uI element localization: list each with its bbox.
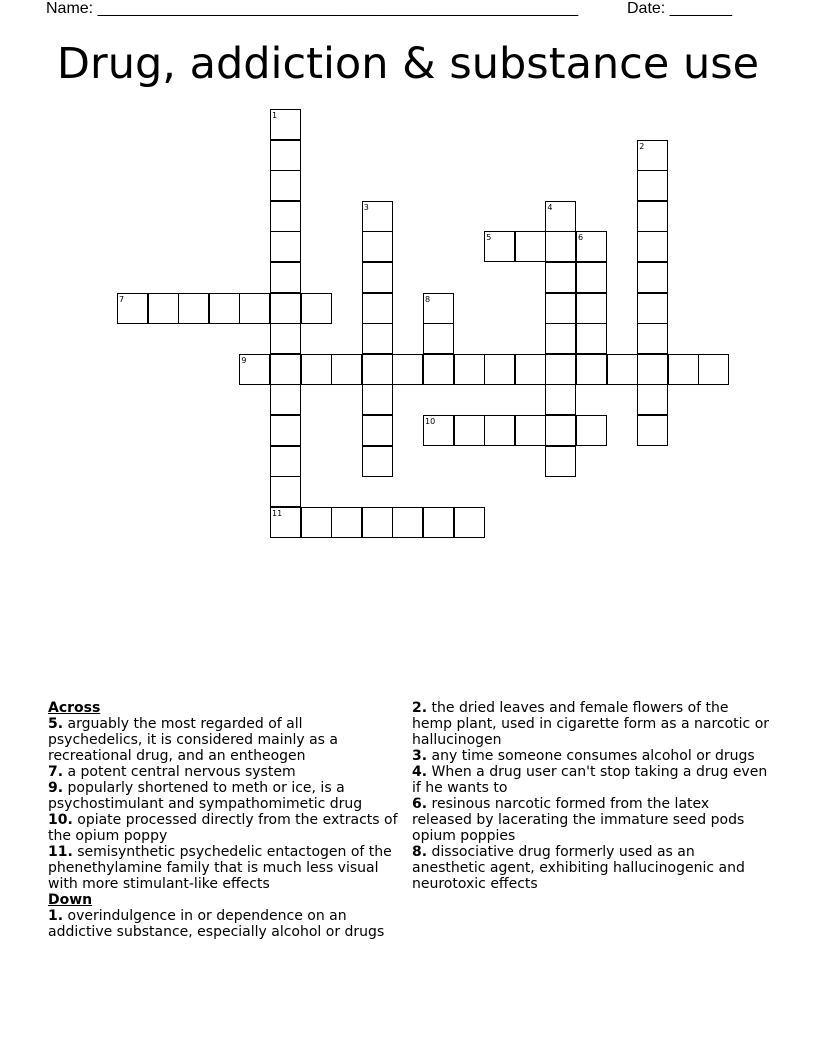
grid-cell[interactable] bbox=[270, 201, 301, 232]
grid-cell[interactable] bbox=[362, 354, 393, 385]
page-title: Drug, addiction & substance use bbox=[56, 39, 760, 89]
grid-cell[interactable] bbox=[454, 507, 485, 538]
clue-number-label: 3 bbox=[363, 202, 369, 212]
grid-cell[interactable] bbox=[270, 231, 301, 262]
clue-item bbox=[48, 844, 398, 892]
grid-cell[interactable] bbox=[362, 384, 393, 415]
grid-cell[interactable] bbox=[515, 354, 546, 385]
across-heading: Across bbox=[48, 700, 101, 716]
grid-cell[interactable] bbox=[637, 415, 668, 446]
grid-cell[interactable] bbox=[668, 354, 699, 385]
grid-cell[interactable] bbox=[637, 384, 668, 415]
clue-text: the dried leaves and female flowers of the hemp plant, used in cigarette form as a narcotic or hallucinogen bbox=[412, 700, 770, 748]
clue-text: opiate processed directly from the extracts of the opium poppy bbox=[48, 812, 398, 844]
clue-item bbox=[412, 844, 772, 892]
grid-cell[interactable] bbox=[270, 262, 301, 293]
grid-cell[interactable] bbox=[301, 354, 332, 385]
grid-cell[interactable] bbox=[270, 354, 301, 385]
grid-cell[interactable] bbox=[301, 293, 332, 324]
grid-cell[interactable] bbox=[607, 354, 638, 385]
grid-cell[interactable] bbox=[545, 262, 576, 293]
grid-cell[interactable] bbox=[576, 323, 607, 354]
clue-column-right bbox=[412, 700, 772, 892]
clue-item bbox=[48, 716, 398, 764]
grid-cell[interactable] bbox=[454, 415, 485, 446]
grid-cell[interactable] bbox=[576, 262, 607, 293]
clue-item bbox=[48, 780, 398, 812]
down-heading: Down bbox=[48, 892, 93, 908]
clue-number-label: 6 bbox=[578, 233, 584, 243]
grid-cell[interactable] bbox=[576, 293, 607, 324]
grid-cell[interactable] bbox=[148, 293, 179, 324]
clue-number: 1. bbox=[48, 908, 64, 924]
down-clues-right bbox=[412, 700, 772, 892]
grid-cell[interactable] bbox=[239, 293, 270, 324]
grid-cell[interactable] bbox=[362, 323, 393, 354]
grid-cell[interactable] bbox=[576, 354, 607, 385]
grid-cell[interactable] bbox=[576, 415, 607, 446]
clue-text: semisynthetic psychedelic entactogen of the phenethylamine family that is much less visual with more stimulant-like effects bbox=[48, 844, 392, 892]
clue-number-label: 1 bbox=[272, 111, 278, 120]
clue-number: 2. bbox=[412, 700, 428, 716]
grid-cell[interactable] bbox=[545, 323, 576, 354]
clue-item bbox=[48, 812, 398, 844]
grid-cell[interactable] bbox=[545, 354, 576, 385]
grid-cell[interactable] bbox=[515, 231, 546, 262]
clue-number-label: 8 bbox=[425, 294, 431, 304]
grid-cell[interactable] bbox=[637, 262, 668, 293]
clue-number: 9. bbox=[48, 780, 64, 796]
across-clues bbox=[48, 716, 398, 892]
clue-number: 5. bbox=[48, 716, 64, 732]
clue-number: 7. bbox=[48, 764, 64, 780]
clue-number: 11. bbox=[48, 844, 73, 860]
grid-cell[interactable] bbox=[698, 354, 729, 385]
clue-item bbox=[48, 764, 398, 780]
grid-cell[interactable] bbox=[270, 323, 301, 354]
grid-cell[interactable] bbox=[362, 507, 393, 538]
clue-number-label: 7 bbox=[119, 294, 125, 304]
grid-cell[interactable] bbox=[362, 415, 393, 446]
clue-text: When a drug user can't stop taking a drug even if he wants to bbox=[412, 764, 768, 796]
grid-cell[interactable] bbox=[362, 262, 393, 293]
clue-item bbox=[48, 908, 398, 940]
grid-cell[interactable] bbox=[270, 415, 301, 446]
grid-cell[interactable] bbox=[392, 507, 423, 538]
clue-text: dissociative drug formerly used as an anesthetic agent, exhibiting hallucinogenic and neurotoxic effects bbox=[412, 844, 745, 892]
clue-number: 6. bbox=[412, 796, 428, 812]
clue-text: a potent central nervous system bbox=[63, 764, 296, 780]
grid-cell[interactable] bbox=[515, 415, 546, 446]
grid-cell[interactable] bbox=[178, 293, 209, 324]
grid-cell[interactable] bbox=[637, 170, 668, 201]
clue-text: resinous narcotic formed from the latex released by lacerating the immature seed pods opium poppies bbox=[412, 796, 745, 844]
clue-number: 10. bbox=[48, 812, 73, 828]
grid-cell[interactable] bbox=[362, 293, 393, 324]
grid-cell[interactable] bbox=[637, 323, 668, 354]
clue-number-label: 10 bbox=[425, 417, 436, 426]
grid-cell[interactable] bbox=[392, 354, 423, 385]
grid-cell[interactable] bbox=[362, 446, 393, 477]
clue-column-left bbox=[48, 700, 398, 940]
grid-cell[interactable] bbox=[270, 476, 301, 507]
grid-cell[interactable] bbox=[545, 446, 576, 477]
down-clues-left bbox=[48, 908, 398, 940]
grid-cell[interactable] bbox=[454, 354, 485, 385]
clue-number-label: 9 bbox=[241, 355, 247, 365]
grid-cell[interactable] bbox=[423, 354, 454, 385]
clue-item bbox=[412, 764, 772, 796]
grid-cell[interactable] bbox=[637, 354, 668, 385]
grid-cell[interactable] bbox=[545, 415, 576, 446]
grid-cell[interactable] bbox=[301, 507, 332, 538]
clue-number-label: 5 bbox=[486, 233, 492, 243]
clue-number-label: 11 bbox=[272, 508, 283, 518]
grid-cell[interactable] bbox=[331, 507, 362, 538]
name-field: Name: ______________________________________________________ bbox=[46, 0, 579, 17]
grid-cell[interactable] bbox=[423, 507, 454, 538]
date-field: Date: _______ bbox=[627, 0, 732, 17]
grid-cell[interactable] bbox=[423, 323, 454, 354]
clue-item bbox=[412, 748, 772, 764]
clue-number-label: 4 bbox=[547, 202, 553, 212]
grid-cell[interactable] bbox=[637, 201, 668, 232]
clue-number: 4. bbox=[412, 764, 428, 780]
clue-number-label: 2 bbox=[639, 141, 645, 151]
grid-cell[interactable] bbox=[545, 384, 576, 415]
grid-cell[interactable] bbox=[545, 231, 576, 262]
grid-cell[interactable] bbox=[270, 384, 301, 415]
grid-cell[interactable] bbox=[270, 446, 301, 477]
clue-text: arguably the most regarded of all psychedelics, it is considered mainly as a recreational drug, and an entheogen bbox=[48, 716, 339, 764]
clue-text: overindulgence in or dependence on an addictive substance, especially alcohol or drugs bbox=[48, 908, 385, 940]
clue-text: popularly shortened to meth or ice, is a psychostimulant and sympathomimetic drug bbox=[48, 780, 363, 812]
grid-cell[interactable] bbox=[484, 415, 515, 446]
grid-cell[interactable] bbox=[637, 293, 668, 324]
clue-item bbox=[412, 700, 772, 748]
grid-cell[interactable] bbox=[545, 293, 576, 324]
clue-text: any time someone consumes alcohol or drugs bbox=[427, 748, 755, 764]
grid-cell[interactable] bbox=[270, 140, 301, 171]
clue-number: 8. bbox=[412, 844, 428, 860]
grid-cell[interactable] bbox=[637, 231, 668, 262]
grid-cell[interactable] bbox=[362, 231, 393, 262]
grid-cell[interactable] bbox=[270, 293, 301, 324]
grid-cell[interactable] bbox=[270, 170, 301, 201]
clue-item bbox=[412, 796, 772, 844]
grid-cell[interactable] bbox=[331, 354, 362, 385]
grid-cell[interactable] bbox=[209, 293, 240, 324]
clue-number: 3. bbox=[412, 748, 428, 764]
grid-cell[interactable] bbox=[484, 354, 515, 385]
